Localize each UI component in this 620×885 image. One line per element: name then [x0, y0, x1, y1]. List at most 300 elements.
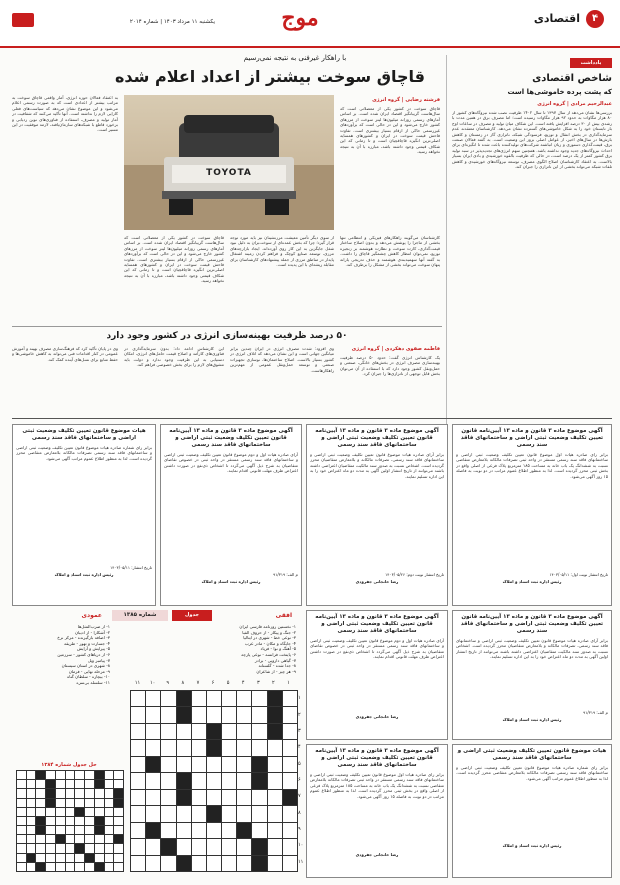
grid-cell[interactable]	[237, 806, 251, 821]
grid-cell[interactable]	[222, 790, 236, 805]
grid-cell	[114, 817, 123, 825]
row-number: ۴	[298, 744, 301, 751]
main-author: فرشته رضایی | گروه انرژی	[372, 97, 440, 103]
down-clue: ۱۱- سلسله بی‌سره	[76, 679, 110, 685]
grid-cell	[114, 835, 123, 843]
grid-cell	[46, 826, 55, 834]
main-col2: کارشناسان می‌گویند راهکارهای فیزیکی و انتظامی تنها بخشی از ماجرا را پوشش می‌دهد و بدون اصلاح ساختار قیمت‌گذاری، کارت سوخت و نظارت هوشمند بر زنجیره توزیع، نمی‌توان انتظار کاهش چشمگیر قاچاق را داشت. به گفته آنها سهمیه‌بندی هوشمند و حذف تدریجی یارانه پنهان سوخت می‌تواند بخشی از مشکل را برطرف کند.	[340, 235, 440, 268]
grid-cell[interactable]	[177, 790, 191, 805]
main-col4: به اعتقاد فعالان حوزه انرژی، آمار واقعی قاچاق سوخت به مراتب بیشتر از اعدادی است که به صورت رسمی اعلام می‌شود و این موضوع نشان می‌دهد که سیاست‌های فعلی کارایی لازم را نداشته است. آنها تأکید می‌کنند که شفافیت در آمار تولید و مصرف، استفاده از فناوری‌های نوین ردیابی و برخورد قاطع با شبکه‌های سازمان‌یافته، لازمه موفقیت در این مسیر است.	[12, 95, 118, 133]
grid-cell[interactable]	[161, 691, 175, 706]
across-clues	[162, 624, 296, 674]
notice-2-signature: رضا خانجانی جفرودی	[355, 579, 399, 584]
grid-cell[interactable]	[283, 757, 297, 772]
grid-cell[interactable]	[146, 757, 160, 772]
grid-cell	[66, 808, 75, 816]
notice-2-body: برابر آرای صادره هیات موضوع قانون تعیین تکلیف وضعیت ثبتی اراضی و ساختمانهای فاقد سند رسمی، تصرفات مالکانه و بلامعارض متقاضیان محرز گردیده است. اشخاص نسبت به صدور سند مالکیت متقاضیان اعتراضی داشته باشند می‌توانند از تاریخ انتشار اولین آگهی به مدت دو ماه اعتراض خود را به این اداره تسلیم نمایند.	[310, 452, 444, 479]
grid-cell	[105, 789, 114, 797]
grid-cell	[95, 863, 104, 871]
grid-cell	[36, 780, 45, 788]
notice-7	[306, 610, 448, 740]
grid-cell	[56, 817, 65, 825]
grid-cell	[114, 771, 123, 779]
grid-cell[interactable]	[283, 823, 297, 838]
grid-cell	[36, 854, 45, 862]
notice-3-title: آگهی موضوع ماده ۳ قانون و ماده ۱۳ آیین‌نامه قانون تعیین تکلیف وضعیت ثبتی اراضی و ساختمانهای فاقد سند رسمی	[169, 428, 293, 448]
grid-cell[interactable]	[177, 757, 191, 772]
down-clue: ۴- جسارت و تهور - طریقه	[64, 640, 110, 646]
grid-cell[interactable]	[237, 740, 251, 755]
across-clue: ۹- هر چیز - از شاعران	[256, 668, 296, 674]
truck-photo	[124, 95, 334, 230]
column-number: ۴	[241, 680, 245, 686]
grid-cell[interactable]	[131, 790, 145, 805]
grid-cell	[95, 789, 104, 797]
grid-cell[interactable]	[146, 790, 160, 805]
column-number: ۱۰	[149, 680, 156, 686]
grid-cell	[17, 771, 26, 779]
grid-cell[interactable]	[268, 806, 282, 821]
grid-cell	[46, 844, 55, 852]
down-clue: ۱۰- بیچاره - سلطان گناه	[67, 674, 110, 680]
editorial-headline: شاخص اقتصادی	[532, 73, 612, 84]
grid-cell[interactable]	[161, 773, 175, 788]
notice-4	[12, 424, 156, 606]
grid-cell[interactable]	[252, 856, 266, 871]
grid-cell[interactable]	[146, 806, 160, 821]
grid-cell[interactable]	[192, 856, 206, 871]
notice-8-title: آگهی موضوع ماده ۳ قانون و ماده ۱۳ آیین‌نامه قانون تعیین تکلیف وضعیت ثبتی اراضی و ساختمانهای فاقد سند رسمی	[315, 748, 439, 768]
main-col3b: قاچاق سوخت در کشور یکی از معضلاتی است که سال‌هاست گریبانگیر اقتصاد ایران شده است. بر اساس آمارهای رسمی روزانه میلیون‌ها لیتر سوخت از مرزهای کشور خارج می‌شود و این در حالی است که برآوردهای غیررسمی حاکی از ارقام بسیار بیشتری است. تفاوت فاحش قیمت سوخت در ایران و کشورهای همسایه اصلی‌ترین انگیزه قاچاقچیان است و تا زمانی که این شکاف قیمتی وجود داشته باشد، مبارزه با آن به نتیجه نخواهد رسید.	[124, 235, 224, 284]
grid-cell[interactable]	[177, 773, 191, 788]
column-number: ۱	[287, 680, 290, 686]
grid-cell[interactable]	[146, 691, 160, 706]
grid-cell[interactable]	[252, 839, 266, 854]
grid-cell	[105, 799, 114, 807]
notice-7-signature: رضا خانجانی جفرودی	[355, 714, 399, 719]
grid-cell	[85, 854, 94, 862]
notice-6	[452, 744, 612, 878]
grid-cell[interactable]	[268, 707, 282, 722]
grid-cell[interactable]	[177, 856, 191, 871]
grid-cell[interactable]	[237, 724, 251, 739]
grid-cell[interactable]	[222, 707, 236, 722]
grid-cell	[66, 863, 75, 871]
grid-cell[interactable]	[222, 856, 236, 871]
grid-cell[interactable]	[268, 823, 282, 838]
grid-cell[interactable]	[222, 757, 236, 772]
grid-cell	[66, 799, 75, 807]
notice-6-body: برابر رای شماره صادره هیات موضوع قانون تعیین تکلیف وضعیت ثبتی اراضی و ساختمانهای فاقد سند رسمی تصرفات مالکانه بلامعارض متقاضی محرز گردیده است. لذا به منظور اطلاع عموم مراتب آگهی می‌شود.	[456, 765, 608, 781]
grid-cell[interactable]	[237, 790, 251, 805]
grid-cell	[75, 817, 84, 825]
grid-cell[interactable]	[207, 856, 221, 871]
row-number: ۱۱	[298, 858, 304, 865]
issue-date: یکشنبه ۱۱ مرداد ۱۴۰۳ | شماره ۲۰۱۴	[129, 19, 215, 25]
grid-cell	[114, 863, 123, 871]
grid-cell[interactable]	[207, 823, 221, 838]
grid-cell	[105, 771, 114, 779]
grid-cell[interactable]	[252, 773, 266, 788]
notice-3-body: آرای صادره هیات اول و دوم موضوع قانون تعیین تکلیف وضعیت ثبتی اراضی و ساختمانهای فاقد سند رسمی مستقر در واحد ثبتی در خصوص تقاضای متقاضیان به شرح ذیل آگهی می‌گردد تا اشخاص ذی‌نفع در صورت داشتن اعتراض ظرف مهلت قانونی اقدام نمایند.	[164, 452, 298, 474]
down-clue: ۹- مرحله نهایی - فرمان	[68, 668, 110, 674]
second-col4: وی در پایان تأکید کرد که فرهنگ‌سازی مصرف بهینه و آموزش عمومی در کنار اقدامات فنی می‌تواند به کاهش خاموشی‌ها و حفظ منابع برای نسل‌های آینده کمک کند.	[12, 346, 118, 362]
main-col1: قاچاق سوخت در کشور یکی از معضلاتی است که سال‌هاست گریبانگیر اقتصاد ایران شده است. بر اساس آمارهای رسمی روزانه میلیون‌ها لیتر سوخت از مرزهای کشور خارج می‌شود و این در حالی است که برآوردهای غیررسمی حاکی از ارقام بسیار بیشتری است. تفاوت فاحش قیمت سوخت در ایران و کشورهای همسایه اصلی‌ترین انگیزه قاچاقچیان است و تا زمانی که این شکاف قیمتی وجود داشته باشد، مبارزه با آن به نتیجه نخواهد رسید.	[340, 106, 440, 155]
grid-cell	[85, 771, 94, 779]
grid-cell	[66, 854, 75, 862]
grid-cell[interactable]	[268, 856, 282, 871]
notice-2-title: آگهی موضوع ماده ۳ قانون و ماده ۱۳ آیین‌نامه قانون تعیین تکلیف وضعیت ثبتی اراضی و ساختمانهای فاقد سند رسمی	[315, 428, 439, 448]
row-numbers	[298, 690, 306, 870]
grid-cell	[66, 771, 75, 779]
grid-cell[interactable]	[146, 856, 160, 871]
grid-cell[interactable]	[222, 823, 236, 838]
grid-cell	[75, 863, 84, 871]
grid-cell	[114, 799, 123, 807]
grid-cell	[85, 808, 94, 816]
grid-cell	[95, 780, 104, 788]
grid-cell[interactable]	[192, 757, 206, 772]
column-number: ۳	[256, 680, 260, 686]
grid-cell	[75, 789, 84, 797]
editorial-subhead: که پشت پرده خاموشی‌ها است	[507, 88, 612, 96]
grid-cell	[56, 854, 65, 862]
column-numbers	[130, 680, 296, 688]
row-number: ۶	[298, 776, 301, 783]
grid-cell[interactable]	[252, 806, 266, 821]
grid-cell[interactable]	[177, 724, 191, 739]
grid-cell[interactable]	[131, 773, 145, 788]
down-title: عمودی	[81, 612, 102, 619]
grid-cell[interactable]	[252, 691, 266, 706]
column-number: ۵	[226, 680, 230, 686]
page-number-badge: ۴	[586, 10, 604, 28]
notice-8-body: برابر رای صادره هیات اول موضوع قانون تعیین تکلیف وضعیت ثبتی اراضی و ساختمانهای فاقد سند رسمی مستقر در واحد ثبتی تصرفات مالکانه بلامعارض متقاضی نسبت به ششدانگ یک باب خانه به مساحت ۱۸۵ مترمربع پلاک فرعی از اصلی واقع در بخش ثبتی محرز گردیده است. لذا به منظور اطلاع عموم مراتب در دو نوبت به فاصله ۱۵ روز آگهی می‌شود.	[310, 772, 444, 799]
editorial-author: عبدالرحیم مرادی | گروه انرژی	[537, 101, 612, 107]
grid-cell	[56, 844, 65, 852]
across-clue: ۵- آهنگ و نوا - فریاد	[260, 646, 296, 652]
grid-cell[interactable]	[192, 740, 206, 755]
grid-cell[interactable]	[177, 839, 191, 854]
grid-cell[interactable]	[161, 757, 175, 772]
grid-cell[interactable]	[283, 691, 297, 706]
grid-cell[interactable]	[192, 691, 206, 706]
grid-cell	[36, 808, 45, 816]
grid-cell[interactable]	[177, 707, 191, 722]
grid-cell[interactable]	[268, 724, 282, 739]
grid-cell[interactable]	[177, 691, 191, 706]
grid-cell	[66, 835, 75, 843]
grid-cell[interactable]	[207, 740, 221, 755]
grid-cell[interactable]	[131, 856, 145, 871]
grid-cell[interactable]	[252, 707, 266, 722]
grid-cell[interactable]	[222, 839, 236, 854]
grid-cell[interactable]	[237, 856, 251, 871]
grid-cell[interactable]	[237, 707, 251, 722]
grid-cell[interactable]	[192, 724, 206, 739]
grid-cell[interactable]	[161, 823, 175, 838]
grid-cell[interactable]	[177, 823, 191, 838]
down-clues	[14, 624, 110, 686]
grid-cell	[46, 780, 55, 788]
notice-4-signature: رئیس اداره ثبت اسناد و املاک	[54, 572, 114, 577]
grid-cell	[114, 826, 123, 834]
grid-cell	[46, 817, 55, 825]
grid-cell[interactable]	[207, 757, 221, 772]
grid-cell	[36, 826, 45, 834]
corner-icon	[12, 13, 34, 27]
grid-cell[interactable]	[192, 773, 206, 788]
grid-cell	[95, 817, 104, 825]
down-clue: ۱- از ضرب‌المثل‌ها	[77, 624, 110, 629]
grid-cell	[75, 808, 84, 816]
grid-cell[interactable]	[131, 839, 145, 854]
column-number: ۲	[272, 680, 275, 686]
grid-cell	[95, 826, 104, 834]
grid-cell[interactable]	[161, 790, 175, 805]
grid-cell	[114, 808, 123, 816]
notice-3-signature: رئیس اداره ثبت اسناد و املاک	[201, 579, 261, 584]
grid-cell[interactable]	[161, 724, 175, 739]
notice-3	[160, 424, 302, 606]
grid-cell	[36, 817, 45, 825]
grid-cell[interactable]	[192, 839, 206, 854]
grid-cell[interactable]	[237, 839, 251, 854]
grid-cell	[17, 808, 26, 816]
grid-cell[interactable]	[283, 707, 297, 722]
grid-cell	[46, 808, 55, 816]
grid-cell	[95, 771, 104, 779]
notice-1-body: برابر رای صادره هیات اول موضوع قانون تعیین تکلیف وضعیت ثبتی اراضی و ساختمانهای فاقد سند رسمی مستقر در واحد ثبتی تصرفات مالکانه بلامعارض متقاضی نسبت به ششدانگ یک باب خانه به مساحت ۱۸۵ مترمربع پلاک فرعی از اصلی واقع در بخش ثبتی محرز گردیده است. لذا به منظور اطلاع عموم مراتب در دو نوبت به فاصله ۱۵ روز آگهی می‌شود.	[456, 452, 608, 479]
grid-cell	[105, 854, 114, 862]
grid-cell	[95, 808, 104, 816]
editorial-kicker: یادداشت	[570, 58, 612, 68]
notice-3-footer: م الف: ۹۱/۳۱۹	[273, 572, 298, 577]
crossword-title: جدول	[172, 610, 212, 621]
grid-cell	[95, 844, 104, 852]
row-number: ۸	[298, 809, 301, 816]
grid-cell[interactable]	[283, 773, 297, 788]
notice-4-body: برابر رای شماره صادره هیات موضوع قانون تعیین تکلیف وضعیت ثبتی اراضی و ساختمانهای فاقد سند رسمی تصرفات مالکانه بلامعارض متقاضی محرز گردیده است. لذا به منظور اطلاع عموم مراتب آگهی می‌شود.	[16, 445, 152, 461]
main-headline: قاچاق سوخت بیشتر از اعداد اعلام شده	[114, 67, 426, 86]
grid-cell	[36, 789, 45, 797]
solution-grid	[16, 770, 124, 872]
grid-cell[interactable]	[283, 806, 297, 821]
grid-cell[interactable]	[237, 773, 251, 788]
grid-cell	[46, 771, 55, 779]
column-number: ۹	[166, 680, 170, 686]
across-title: افقی	[275, 612, 292, 619]
grid-cell[interactable]	[177, 806, 191, 821]
grid-cell	[46, 835, 55, 843]
grid-cell[interactable]	[207, 806, 221, 821]
grid-cell	[46, 789, 55, 797]
down-clue: ۷- پیامبر ویل	[87, 657, 110, 663]
grid-cell[interactable]	[222, 691, 236, 706]
grid-cell	[105, 817, 114, 825]
grid-cell[interactable]	[283, 740, 297, 755]
grid-cell[interactable]	[146, 740, 160, 755]
grid-cell	[36, 863, 45, 871]
grid-cell	[95, 799, 104, 807]
grid-cell[interactable]	[192, 806, 206, 821]
grid-cell[interactable]	[252, 790, 266, 805]
grid-cell	[75, 854, 84, 862]
grid-cell[interactable]	[177, 740, 191, 755]
grid-cell	[36, 771, 45, 779]
grid-cell[interactable]	[131, 707, 145, 722]
grid-cell[interactable]	[146, 773, 160, 788]
grid-cell[interactable]	[192, 823, 206, 838]
grid-cell	[114, 854, 123, 862]
logo-text: موج	[281, 5, 319, 31]
grid-cell	[66, 826, 75, 834]
notice-1-footer: تاریخ انتشار نوبت اول: ۱۴۰۳/۰۵/۱۱	[549, 572, 608, 577]
grid-cell	[85, 826, 94, 834]
grid-cell[interactable]	[222, 806, 236, 821]
grid-cell[interactable]	[283, 790, 297, 805]
across-clue: ۳- نوعی خط - شهری در ایتالیا	[243, 635, 296, 641]
across-clue: ۴- جایگاه و مکان - مادر عرب	[244, 640, 296, 646]
grid-cell[interactable]	[146, 823, 160, 838]
notice-4-footer: تاریخ انتشار: ۱۴۰۳/۰۵/۱۱	[110, 565, 152, 570]
row-number: ۷	[298, 793, 301, 800]
grid-cell[interactable]	[268, 790, 282, 805]
grid-cell[interactable]	[161, 806, 175, 821]
notice-7-body: آرای صادره هیات اول و دوم موضوع قانون تعیین تکلیف وضعیت ثبتی اراضی و ساختمانهای فاقد سند رسمی مستقر در واحد ثبتی در خصوص تقاضای متقاضیان به شرح ذیل آگهی می‌گردد تا اشخاص ذی‌نفع در صورت داشتن اعتراض ظرف مهلت قانونی اقدام نمایند.	[310, 638, 444, 660]
notice-5-signature: رئیس اداره ثبت اسناد و املاک	[502, 717, 562, 722]
grid-cell[interactable]	[207, 724, 221, 739]
grid-cell	[27, 789, 36, 797]
column-number: ۸	[181, 680, 185, 686]
column-divider	[446, 55, 447, 485]
down-clue: ۵- پیرایش و آرایش	[76, 646, 110, 652]
grid-cell[interactable]	[268, 740, 282, 755]
grid-cell	[85, 799, 94, 807]
grid-cell	[56, 835, 65, 843]
grid-cell[interactable]	[252, 757, 266, 772]
grid-cell[interactable]	[237, 691, 251, 706]
across-clue: ۲- جنگ و پیکار - از حروف الفبا	[242, 629, 296, 635]
grid-cell[interactable]	[237, 757, 251, 772]
across-clue: ۱- نخستین روزنامه فارسی ایران	[239, 624, 296, 629]
grid-cell[interactable]	[131, 724, 145, 739]
grid-cell	[27, 808, 36, 816]
second-col3: این کارشناس ادامه داد: بدون سرمایه‌گذاری در فناوری‌های کارآمد و اصلاح قیمت حامل‌های انرژی، امکان دستیابی به این ظرفیت وجود ندارد و دولت باید مشوق‌های لازم را برای بخش خصوصی فراهم کند.	[124, 346, 224, 368]
grid-cell[interactable]	[268, 839, 282, 854]
grid-cell[interactable]	[207, 691, 221, 706]
grid-cell[interactable]	[283, 839, 297, 854]
notice-8-signature: رضا خانجانی جفرودی	[355, 852, 399, 857]
grid-cell[interactable]	[283, 856, 297, 871]
grid-cell	[114, 789, 123, 797]
across-clue: ۸- جدا شده - گلستانه	[258, 663, 296, 669]
grid-cell	[56, 799, 65, 807]
section-divider	[12, 418, 612, 419]
notice-2	[306, 424, 448, 606]
grid-cell[interactable]	[131, 823, 145, 838]
photo-illustration	[124, 95, 334, 230]
down-clue: ۶- از دریاهای کشور - سرزمین	[57, 651, 110, 657]
grid-cell[interactable]	[131, 806, 145, 821]
grid-cell[interactable]	[161, 707, 175, 722]
grid-cell[interactable]	[161, 839, 175, 854]
grid-cell	[105, 835, 114, 843]
grid-cell[interactable]	[207, 790, 221, 805]
grid-cell[interactable]	[161, 856, 175, 871]
grid-cell	[56, 826, 65, 834]
grid-cell	[27, 826, 36, 834]
notice-2-footer: تاریخ انتشار نوبت دوم: ۱۴۰۳/۰۵/۲۶	[385, 572, 444, 577]
grid-cell[interactable]	[222, 773, 236, 788]
grid-cell[interactable]	[283, 724, 297, 739]
grid-cell[interactable]	[252, 740, 266, 755]
grid-cell	[27, 771, 36, 779]
grid-cell[interactable]	[252, 823, 266, 838]
masthead	[0, 0, 620, 48]
grid-cell	[66, 789, 75, 797]
notice-8	[306, 744, 448, 878]
notice-6-signature: رئیس اداره ثبت اسناد و املاک	[502, 843, 562, 848]
notice-6-title: هیات موضوع قانون تعیین تکلیف وضعیت ثبتی اراضی و ساختمانهای فاقد سند رسمی	[457, 748, 607, 761]
grid-cell[interactable]	[192, 707, 206, 722]
grid-cell	[46, 863, 55, 871]
grid-cell[interactable]	[252, 724, 266, 739]
grid-cell[interactable]	[192, 790, 206, 805]
grid-cell[interactable]	[222, 724, 236, 739]
grid-cell	[75, 771, 84, 779]
grid-cell[interactable]	[207, 707, 221, 722]
grid-cell	[56, 780, 65, 788]
row-number: ۹	[298, 826, 301, 833]
newspaper-logo	[245, 5, 355, 35]
grid-cell[interactable]	[207, 839, 221, 854]
grid-cell[interactable]	[237, 823, 251, 838]
grid-cell[interactable]	[268, 757, 282, 772]
notice-1-title: آگهی موضوع ماده ۳ قانون و ماده ۱۳ آیین‌نامه قانون تعیین تکلیف وضعیت ثبتی اراضی و ساختمانهای فاقد سند رسمی	[460, 428, 604, 448]
grid-cell	[27, 780, 36, 788]
column-number: ۶	[211, 680, 215, 686]
grid-cell	[27, 799, 36, 807]
grid-cell[interactable]	[222, 740, 236, 755]
notice-1-signature: رئیس اداره ثبت اسناد و املاک	[502, 579, 562, 584]
notice-7-title: آگهی موضوع ماده ۳ قانون و ماده ۱۳ آیین‌نامه قانون تعیین تکلیف وضعیت ثبتی اراضی و ساختمانهای فاقد سند رسمی	[315, 614, 439, 634]
grid-cell	[85, 863, 94, 871]
grid-cell	[66, 844, 75, 852]
grid-cell[interactable]	[131, 740, 145, 755]
second-headline: ۵۰ درصد ظرفیت بهینه‌سازی انرژی در کشور وجود دارد	[106, 331, 348, 341]
grid-cell[interactable]	[146, 724, 160, 739]
editorial-column	[452, 58, 612, 483]
truck-brand-text: TOYOTA	[206, 168, 252, 178]
row-number: ۲	[298, 711, 301, 718]
grid-cell[interactable]	[131, 757, 145, 772]
notice-5	[452, 610, 612, 740]
grid-cell	[66, 817, 75, 825]
grid-cell[interactable]	[131, 691, 145, 706]
grid-cell[interactable]	[268, 691, 282, 706]
grid-cell	[17, 835, 26, 843]
grid-cell[interactable]	[268, 773, 282, 788]
grid-cell	[27, 863, 36, 871]
grid-cell[interactable]	[207, 773, 221, 788]
grid-cell[interactable]	[161, 740, 175, 755]
across-clue: ۶- پایتخت فرانسه - نوعی پارچه	[241, 651, 296, 657]
across-clue: ۷- گیاهی دارویی - برادر	[254, 657, 296, 663]
crossword-grid[interactable]	[130, 690, 298, 872]
grid-cell[interactable]	[146, 707, 160, 722]
grid-cell[interactable]	[146, 839, 160, 854]
